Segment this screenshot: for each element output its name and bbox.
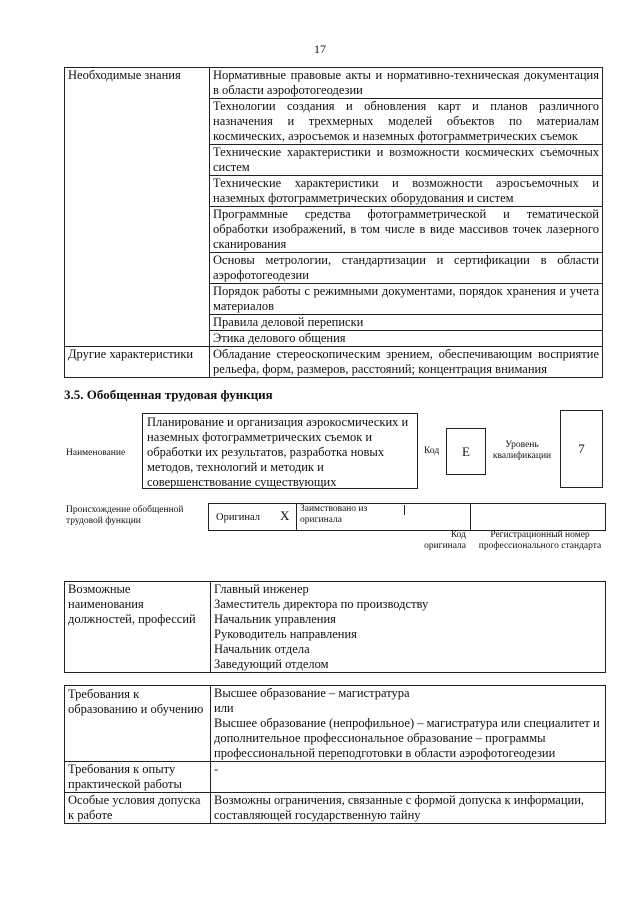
name-label: Наименование — [66, 448, 126, 458]
education-line: Высшее образование – магистратура — [214, 686, 410, 700]
knowledge-item: Нормативные правовые акты и нормативно-техническая документация в области аэрофотогеодезии — [210, 68, 603, 99]
experience-value: - — [211, 762, 606, 793]
code-caption: Код оригинала — [424, 530, 466, 551]
table-row — [65, 762, 606, 793]
positions-table — [64, 581, 606, 673]
borrowed-label: Заимствовано из оригинала — [300, 504, 368, 525]
level-value: 7 — [578, 441, 585, 456]
level-box — [560, 410, 603, 488]
origin-box — [208, 503, 606, 531]
origin-divider — [404, 505, 405, 515]
education-line: или — [214, 701, 234, 715]
origin-divider — [470, 503, 471, 531]
original-label: Оригинал — [216, 512, 260, 523]
knowledge-table — [64, 67, 603, 378]
list-item: Начальник управления — [214, 612, 336, 626]
table-row — [65, 686, 606, 762]
positions-list — [211, 582, 606, 673]
experience-label: Требования к опыту практической работы — [65, 762, 211, 793]
code-box — [446, 428, 486, 475]
table-row — [65, 347, 603, 378]
knowledge-item: Основы метрологии, стандартизации и сертификации в области аэрофотогеодезии — [210, 253, 603, 284]
code-label: Код — [424, 446, 440, 456]
special-label: Особые условия допуска к работе — [65, 793, 211, 824]
table-row — [65, 582, 606, 673]
education-value — [211, 686, 606, 762]
knowledge-item: Технические характеристики и возможности космических съемочных систем — [210, 145, 603, 176]
knowledge-item: Порядок работы с режимными документами, порядок хранения и учета материалов — [210, 284, 603, 315]
requirements-table — [64, 685, 606, 824]
education-line: Высшее образование (непрофильное) – магистратура или специалитет и дополнительное профессиональное образование – программы профессиональной переподготовки в области аэрофотогеодезии — [214, 716, 600, 760]
row-label-other: Другие характеристики — [65, 347, 210, 378]
knowledge-item: Технические характеристики и возможности аэросъемочных и наземных фотограмметрических оборудования и систем — [210, 176, 603, 207]
knowledge-item: Технологии создания и обновления карт и планов различного назначения и трехмерных моделей объектов по материалам космических, аэросъемок и наземных фотограмметрических съемок — [210, 99, 603, 145]
education-label: Требования к образованию и обучению — [65, 686, 211, 762]
table-row — [65, 793, 606, 824]
original-mark: X — [280, 508, 290, 523]
knowledge-item: Этика делового общения — [210, 331, 603, 347]
knowledge-item: Программные средства фотограмметрической и тематической обработки изображений, в том числе в виде массивов точек лазерного сканирования — [210, 207, 603, 253]
origin-divider — [296, 503, 297, 531]
code-value: E — [462, 444, 470, 459]
row-label-knowledge: Необходимые знания — [65, 68, 210, 347]
function-name-box — [142, 413, 418, 489]
list-item: Начальник отдела — [214, 642, 310, 656]
special-value: Возможны ограничения, связанные с формой допуска к информации, составляющей государственную тайну — [211, 793, 606, 824]
page-number: 17 — [314, 42, 326, 56]
section-title: 3.5. Обобщенная трудовая функция — [64, 387, 273, 402]
list-item: Главный инженер — [214, 582, 309, 596]
knowledge-item: Правила деловой переписки — [210, 315, 603, 331]
list-item: Заместитель директора по производству — [214, 597, 429, 611]
function-name: Планирование и организация аэрокосмических и наземных фотограмметрических съемок и обработки их результатов, разработка новых методов, технологий и методик и совершенствование существующих — [147, 415, 409, 489]
origin-label: Происхождение обобщенной трудовой функции — [66, 505, 184, 526]
other-item: Обладание стереоскопическим зрением, обеспечивающим восприятие рельефа, форм, размеров, расстояний; концентрация внимания — [210, 347, 603, 378]
list-item: Заведующий отделом — [214, 657, 329, 671]
reg-caption: Регистрационный номер профессионального стандарта — [478, 530, 602, 551]
table-row — [65, 68, 603, 99]
positions-label: Возможные наименования должностей, профессий — [65, 582, 211, 673]
list-item: Руководитель направления — [214, 627, 357, 641]
level-label: Уровень квалификации — [492, 440, 552, 461]
